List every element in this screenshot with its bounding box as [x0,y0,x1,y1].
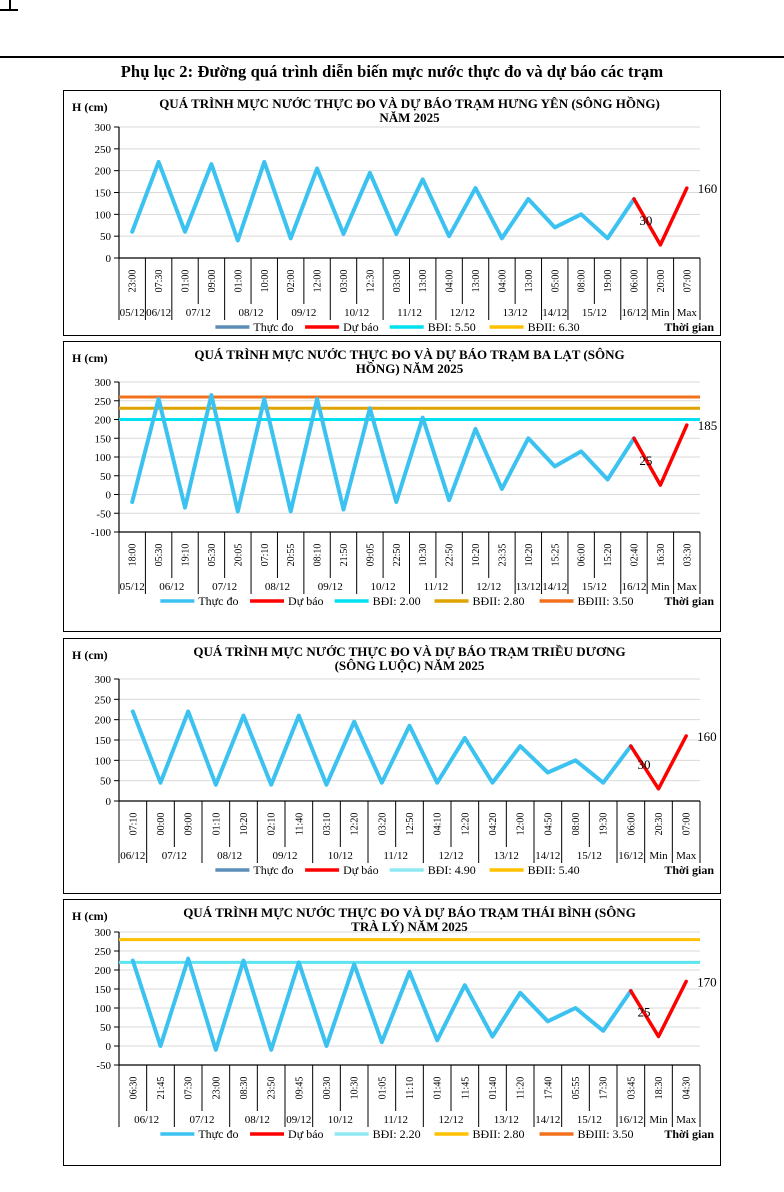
svg-text:50: 50 [100,775,111,788]
svg-text:16/12: 16/12 [618,1114,644,1126]
svg-text:21:45: 21:45 [156,1076,167,1100]
legend-label: BĐII: 2.80 [472,1127,525,1141]
svg-text:06:00: 06:00 [629,269,641,293]
min-value-label: 30 [637,756,651,772]
svg-text:250: 250 [94,694,111,707]
legend-label: Thực đo [253,863,294,877]
date-labels [134,1114,697,1126]
svg-text:TRÀ LÝ) NĂM 2025: TRÀ LÝ) NĂM 2025 [351,919,468,934]
legend-label: Dự báo [343,863,379,877]
svg-text:0: 0 [105,253,111,265]
svg-text:06:00: 06:00 [576,543,588,567]
svg-text:10:20: 10:20 [471,543,483,567]
svg-text:23:50: 23:50 [266,1076,278,1100]
time-labels [128,1077,692,1100]
svg-text:07:00: 07:00 [681,812,693,836]
svg-text:08:00: 08:00 [576,269,588,293]
svg-text:01:40: 01:40 [488,1076,499,1100]
chart-box-hung-yen [63,90,721,336]
y-tick-labels [95,122,120,265]
svg-text:Min: Min [651,307,670,319]
svg-text:11:10: 11:10 [405,1076,416,1100]
svg-text:-50: -50 [96,508,111,521]
svg-text:02:00: 02:00 [286,269,298,293]
y-axis-unit-label: H (cm) [72,648,108,662]
x-axis-caption: Thời gian [664,863,714,877]
svg-text:04:20: 04:20 [488,812,499,836]
svg-text:14/12: 14/12 [535,1114,561,1126]
svg-text:03:10: 03:10 [322,812,333,836]
svg-text:13/12: 13/12 [502,307,528,319]
svg-text:11:45: 11:45 [460,1076,472,1100]
y-tick-labels [95,674,120,808]
legend-label: Dự báo [343,320,379,334]
x-axis-caption: Thời gian [664,1127,714,1141]
svg-text:100: 100 [94,755,111,768]
x-axis-caption: Thời gian [664,594,714,608]
time-labels [128,270,694,293]
svg-text:50: 50 [100,470,111,483]
svg-text:11/12: 11/12 [423,581,449,593]
svg-text:12:30: 12:30 [365,269,377,293]
svg-text:16/12: 16/12 [621,581,647,593]
svg-text:04:50: 04:50 [543,812,555,836]
svg-text:12:00: 12:00 [312,269,324,293]
svg-text:08/12: 08/12 [238,307,264,319]
svg-text:HỒNG) NĂM 2025: HỒNG) NĂM 2025 [355,361,464,376]
svg-text:09/12: 09/12 [317,581,343,593]
svg-text:12:50: 12:50 [405,812,416,836]
svg-text:300: 300 [94,377,111,389]
svg-text:Min: Min [649,1114,668,1126]
svg-text:07:30: 07:30 [183,1076,195,1100]
svg-text:10:20: 10:20 [523,543,535,567]
svg-text:12/12: 12/12 [476,581,502,593]
svg-text:18:00: 18:00 [127,543,139,567]
svg-text:03:45: 03:45 [626,1076,638,1100]
svg-text:01:40: 01:40 [432,1076,444,1100]
observed-line [133,712,631,785]
svg-text:15/12: 15/12 [576,1114,602,1126]
svg-text:20:00: 20:00 [655,269,667,293]
svg-text:05:00: 05:00 [550,269,562,293]
min-value-label: 25 [639,453,653,469]
svg-text:01:05: 01:05 [377,1076,389,1100]
svg-text:12:20: 12:20 [460,812,472,836]
time-labels [128,813,692,836]
svg-text:06:00: 06:00 [626,812,638,836]
date-labels [120,307,698,319]
svg-text:NĂM 2025: NĂM 2025 [379,110,440,125]
chart-title [183,905,636,934]
svg-text:22:50: 22:50 [391,543,403,567]
svg-text:15/12: 15/12 [576,850,602,862]
svg-text:15/12: 15/12 [581,307,607,319]
max-value-label: 160 [697,728,717,744]
svg-text:14/12: 14/12 [542,581,568,593]
legend-label: Thực đo [198,1127,239,1141]
svg-text:150: 150 [94,433,111,446]
svg-text:07/12: 07/12 [212,581,238,593]
page-title: Phụ lục 2: Đường quá trình diễn biến mực nước thực đo và dự báo các trạm [120,62,664,81]
svg-text:16/12: 16/12 [621,307,647,319]
svg-text:200: 200 [94,414,111,427]
svg-text:12:00: 12:00 [515,812,527,836]
svg-text:19:30: 19:30 [598,812,610,836]
date-labels [120,850,696,862]
svg-text:QUÁ TRÌNH MỰC NƯỚC THỰC ĐO VÀ: QUÁ TRÌNH MỰC NƯỚC THỰC ĐO VÀ DỰ BÁO TRẠM TRIỀU DƯƠNG [193,644,626,659]
svg-text:200: 200 [94,165,111,178]
legend-label: BĐI: 5.50 [427,320,476,334]
svg-text:01:00: 01:00 [180,269,192,293]
svg-text:14/12: 14/12 [535,850,561,862]
legend-label: BĐII: 5.40 [527,863,580,877]
legend-label: BĐI: 2.00 [372,594,421,608]
y-axis-unit-label: H (cm) [72,909,108,923]
svg-text:09/12: 09/12 [272,850,298,862]
svg-text:13:00: 13:00 [523,269,535,293]
svg-text:150: 150 [94,984,111,996]
legend [160,594,633,608]
svg-text:03:20: 03:20 [377,812,389,836]
svg-text:05:30: 05:30 [206,543,218,567]
svg-text:150: 150 [94,187,111,200]
svg-text:-100: -100 [90,527,111,539]
svg-text:09:45: 09:45 [294,1076,306,1100]
chart-svg-trieu-duong [64,639,720,893]
legend-label: Thực đo [253,320,294,334]
min-value-label: 30 [639,212,653,228]
svg-text:15/12: 15/12 [581,581,607,593]
svg-text:10/12: 10/12 [370,581,396,593]
svg-text:16/12: 16/12 [618,850,644,862]
svg-text:07/12: 07/12 [189,1114,215,1126]
svg-text:09:00: 09:00 [206,269,218,293]
svg-text:100: 100 [94,1003,111,1015]
chart-svg-thai-binh [64,900,720,1165]
svg-text:02:40: 02:40 [629,543,641,567]
svg-text:13:00: 13:00 [418,269,430,293]
svg-text:100: 100 [94,209,111,222]
svg-text:20:05: 20:05 [233,543,245,567]
observed-line [132,395,634,511]
svg-text:07/12: 07/12 [161,850,187,862]
svg-text:12/12: 12/12 [438,1114,464,1126]
svg-text:11:40: 11:40 [294,812,306,836]
svg-text:07:10: 07:10 [259,543,271,567]
legend-label: BĐIII: 3.50 [577,594,634,608]
y-axis-unit-label: H (cm) [72,100,108,114]
svg-text:08:10: 08:10 [312,543,324,567]
svg-text:04:00: 04:00 [497,269,509,293]
svg-text:Max: Max [676,307,697,319]
legend-label: BĐI: 2.20 [372,1127,421,1141]
time-labels [128,544,694,567]
svg-text:Min: Min [649,850,668,862]
svg-text:16:30: 16:30 [655,543,667,567]
svg-text:0: 0 [105,796,111,808]
svg-text:200: 200 [94,714,111,727]
svg-text:06/12: 06/12 [134,1114,160,1126]
svg-text:06:30: 06:30 [128,1076,140,1100]
svg-text:04:30: 04:30 [681,1076,693,1100]
charts-container [63,90,721,1166]
chart-box-trieu-duong [63,638,721,894]
svg-text:09:00: 09:00 [183,812,195,836]
legend-label: Dự báo [288,594,324,608]
svg-text:03:00: 03:00 [338,269,350,293]
svg-text:05:30: 05:30 [154,543,166,567]
svg-text:18:30: 18:30 [654,1076,665,1100]
svg-text:Max: Max [676,850,697,862]
svg-text:07/12: 07/12 [185,307,211,319]
svg-text:10/12: 10/12 [327,850,353,862]
svg-text:08/12: 08/12 [264,581,290,593]
y-tick-labels [95,927,120,1072]
svg-text:21:50: 21:50 [338,543,350,567]
svg-text:200: 200 [94,965,111,977]
date-labels [120,581,698,593]
svg-text:0: 0 [105,489,111,502]
svg-text:10/12: 10/12 [327,1114,353,1126]
svg-text:04:00: 04:00 [444,269,456,293]
svg-text:20:30: 20:30 [654,812,665,836]
svg-text:12/12: 12/12 [438,850,464,862]
svg-text:11:20: 11:20 [515,1076,527,1100]
svg-text:07:30: 07:30 [154,269,166,293]
svg-text:00:00: 00:00 [156,812,167,836]
legend [215,863,579,877]
svg-text:10:30: 10:30 [349,1076,361,1100]
svg-text:10:20: 10:20 [239,812,250,836]
svg-text:(SÔNG LUỘC) NĂM 2025: (SÔNG LUỘC) NĂM 2025 [334,658,485,673]
svg-text:13/12: 13/12 [493,1114,519,1126]
y-axis-unit-label: H (cm) [72,351,108,365]
svg-text:15:25: 15:25 [550,543,562,567]
min-value-label: 25 [637,1004,651,1020]
svg-text:09/12: 09/12 [286,1114,312,1126]
svg-text:13/12: 13/12 [493,850,519,862]
svg-text:-50: -50 [96,1060,111,1072]
observed-line [132,162,634,241]
svg-text:10:30: 10:30 [418,543,430,567]
svg-text:08:00: 08:00 [571,812,582,836]
x-axis-caption: Thời gian [664,320,714,334]
svg-text:17:40: 17:40 [543,1076,555,1100]
svg-text:08/12: 08/12 [244,1114,270,1126]
legend-label: BĐII: 6.30 [527,320,580,334]
svg-text:250: 250 [94,395,111,408]
svg-text:07:00: 07:00 [682,269,694,293]
max-value-label: 185 [697,418,718,434]
svg-text:Min: Min [651,581,670,593]
svg-text:19:10: 19:10 [180,543,192,567]
svg-text:300: 300 [94,122,111,134]
svg-text:08/12: 08/12 [217,850,243,862]
svg-text:50: 50 [100,231,111,244]
svg-text:06/12: 06/12 [120,850,146,862]
svg-text:300: 300 [94,674,111,686]
svg-text:06/12: 06/12 [146,307,172,319]
svg-text:10/12: 10/12 [344,307,370,319]
svg-text:03:30: 03:30 [682,543,694,567]
svg-text:22:50: 22:50 [444,543,456,567]
legend [160,1127,633,1141]
svg-text:07:10: 07:10 [128,812,140,836]
svg-text:03:00: 03:00 [391,269,403,293]
y-gridlines [119,382,700,513]
svg-text:14/12: 14/12 [542,307,568,319]
chart-title [193,644,625,673]
svg-text:11/12: 11/12 [383,850,408,862]
svg-text:50: 50 [100,1022,111,1034]
svg-text:13/12: 13/12 [515,581,541,593]
svg-text:12:20: 12:20 [349,812,361,836]
max-value-label: 160 [697,181,718,197]
svg-text:19:00: 19:00 [603,269,615,293]
svg-text:10:00: 10:00 [259,269,271,293]
y-tick-labels [91,377,119,539]
svg-text:11/12: 11/12 [383,1114,408,1126]
svg-text:04:10: 04:10 [432,812,444,836]
y-gridlines [119,932,700,1046]
legend-label: Dự báo [288,1127,324,1141]
svg-text:Max: Max [676,1114,697,1126]
svg-text:23:00: 23:00 [127,269,139,293]
svg-text:Max: Max [676,581,697,593]
svg-text:01:00: 01:00 [233,269,245,293]
max-value-label: 170 [697,974,717,990]
svg-text:23:00: 23:00 [211,1076,223,1100]
legend-label: BĐIII: 3.50 [577,1127,634,1141]
svg-text:05/12: 05/12 [119,581,145,593]
chart-box-ba-lat [63,341,721,632]
svg-text:06/12: 06/12 [159,581,185,593]
chart-svg-hung-yen [64,91,720,335]
svg-text:12/12: 12/12 [449,307,475,319]
chart-title [159,96,660,125]
legend-label: BĐI: 4.90 [427,863,476,877]
svg-text:23:35: 23:35 [497,543,509,567]
svg-text:05:55: 05:55 [571,1076,582,1100]
svg-text:QUÁ TRÌNH MỰC NƯỚC THỰC ĐO VÀ: QUÁ TRÌNH MỰC NƯỚC THỰC ĐO VÀ DỰ BÁO TRẠM HƯNG YÊN (SÔNG HỒNG) [159,96,660,111]
svg-text:300: 300 [94,927,111,939]
svg-text:250: 250 [94,143,111,156]
svg-text:250: 250 [94,946,111,958]
svg-text:20:55: 20:55 [286,543,298,567]
svg-text:02:10: 02:10 [266,812,278,836]
svg-text:QUÁ TRÌNH MỰC NƯỚC THỰC ĐO VÀ: QUÁ TRÌNH MỰC NƯỚC THỰC ĐO VÀ DỰ BÁO TRẠM THÁI BÌNH (SÔNG [183,905,636,920]
observed-line [133,959,631,1050]
legend-label: Thực đo [198,594,239,608]
svg-text:09:05: 09:05 [365,543,377,567]
svg-text:08:30: 08:30 [239,1076,250,1100]
svg-text:13:00: 13:00 [471,269,483,293]
top-rule [0,56,784,58]
legend-label: BĐII: 2.80 [472,594,525,608]
page-corner-mark-vertical [9,0,11,10]
chart-box-thai-binh [63,899,721,1166]
svg-text:09/12: 09/12 [291,307,317,319]
svg-text:0: 0 [105,1041,111,1053]
svg-text:15:20: 15:20 [603,543,615,567]
svg-text:00:30: 00:30 [322,1076,333,1100]
svg-text:QUÁ TRÌNH MỰC NƯỚC THỰC ĐO VÀ: QUÁ TRÌNH MỰC NƯỚC THỰC ĐO VÀ DỰ BÁO TRẠM BA LẠT (SÔNG [194,347,625,362]
chart-svg-ba-lat [64,342,720,631]
svg-text:11/12: 11/12 [397,307,422,319]
legend [215,320,579,334]
svg-text:17:30: 17:30 [598,1076,610,1100]
svg-text:100: 100 [94,452,111,464]
svg-text:05/12: 05/12 [119,307,145,319]
svg-text:01:10: 01:10 [211,812,223,836]
svg-text:150: 150 [94,735,111,747]
chart-title [194,347,624,376]
